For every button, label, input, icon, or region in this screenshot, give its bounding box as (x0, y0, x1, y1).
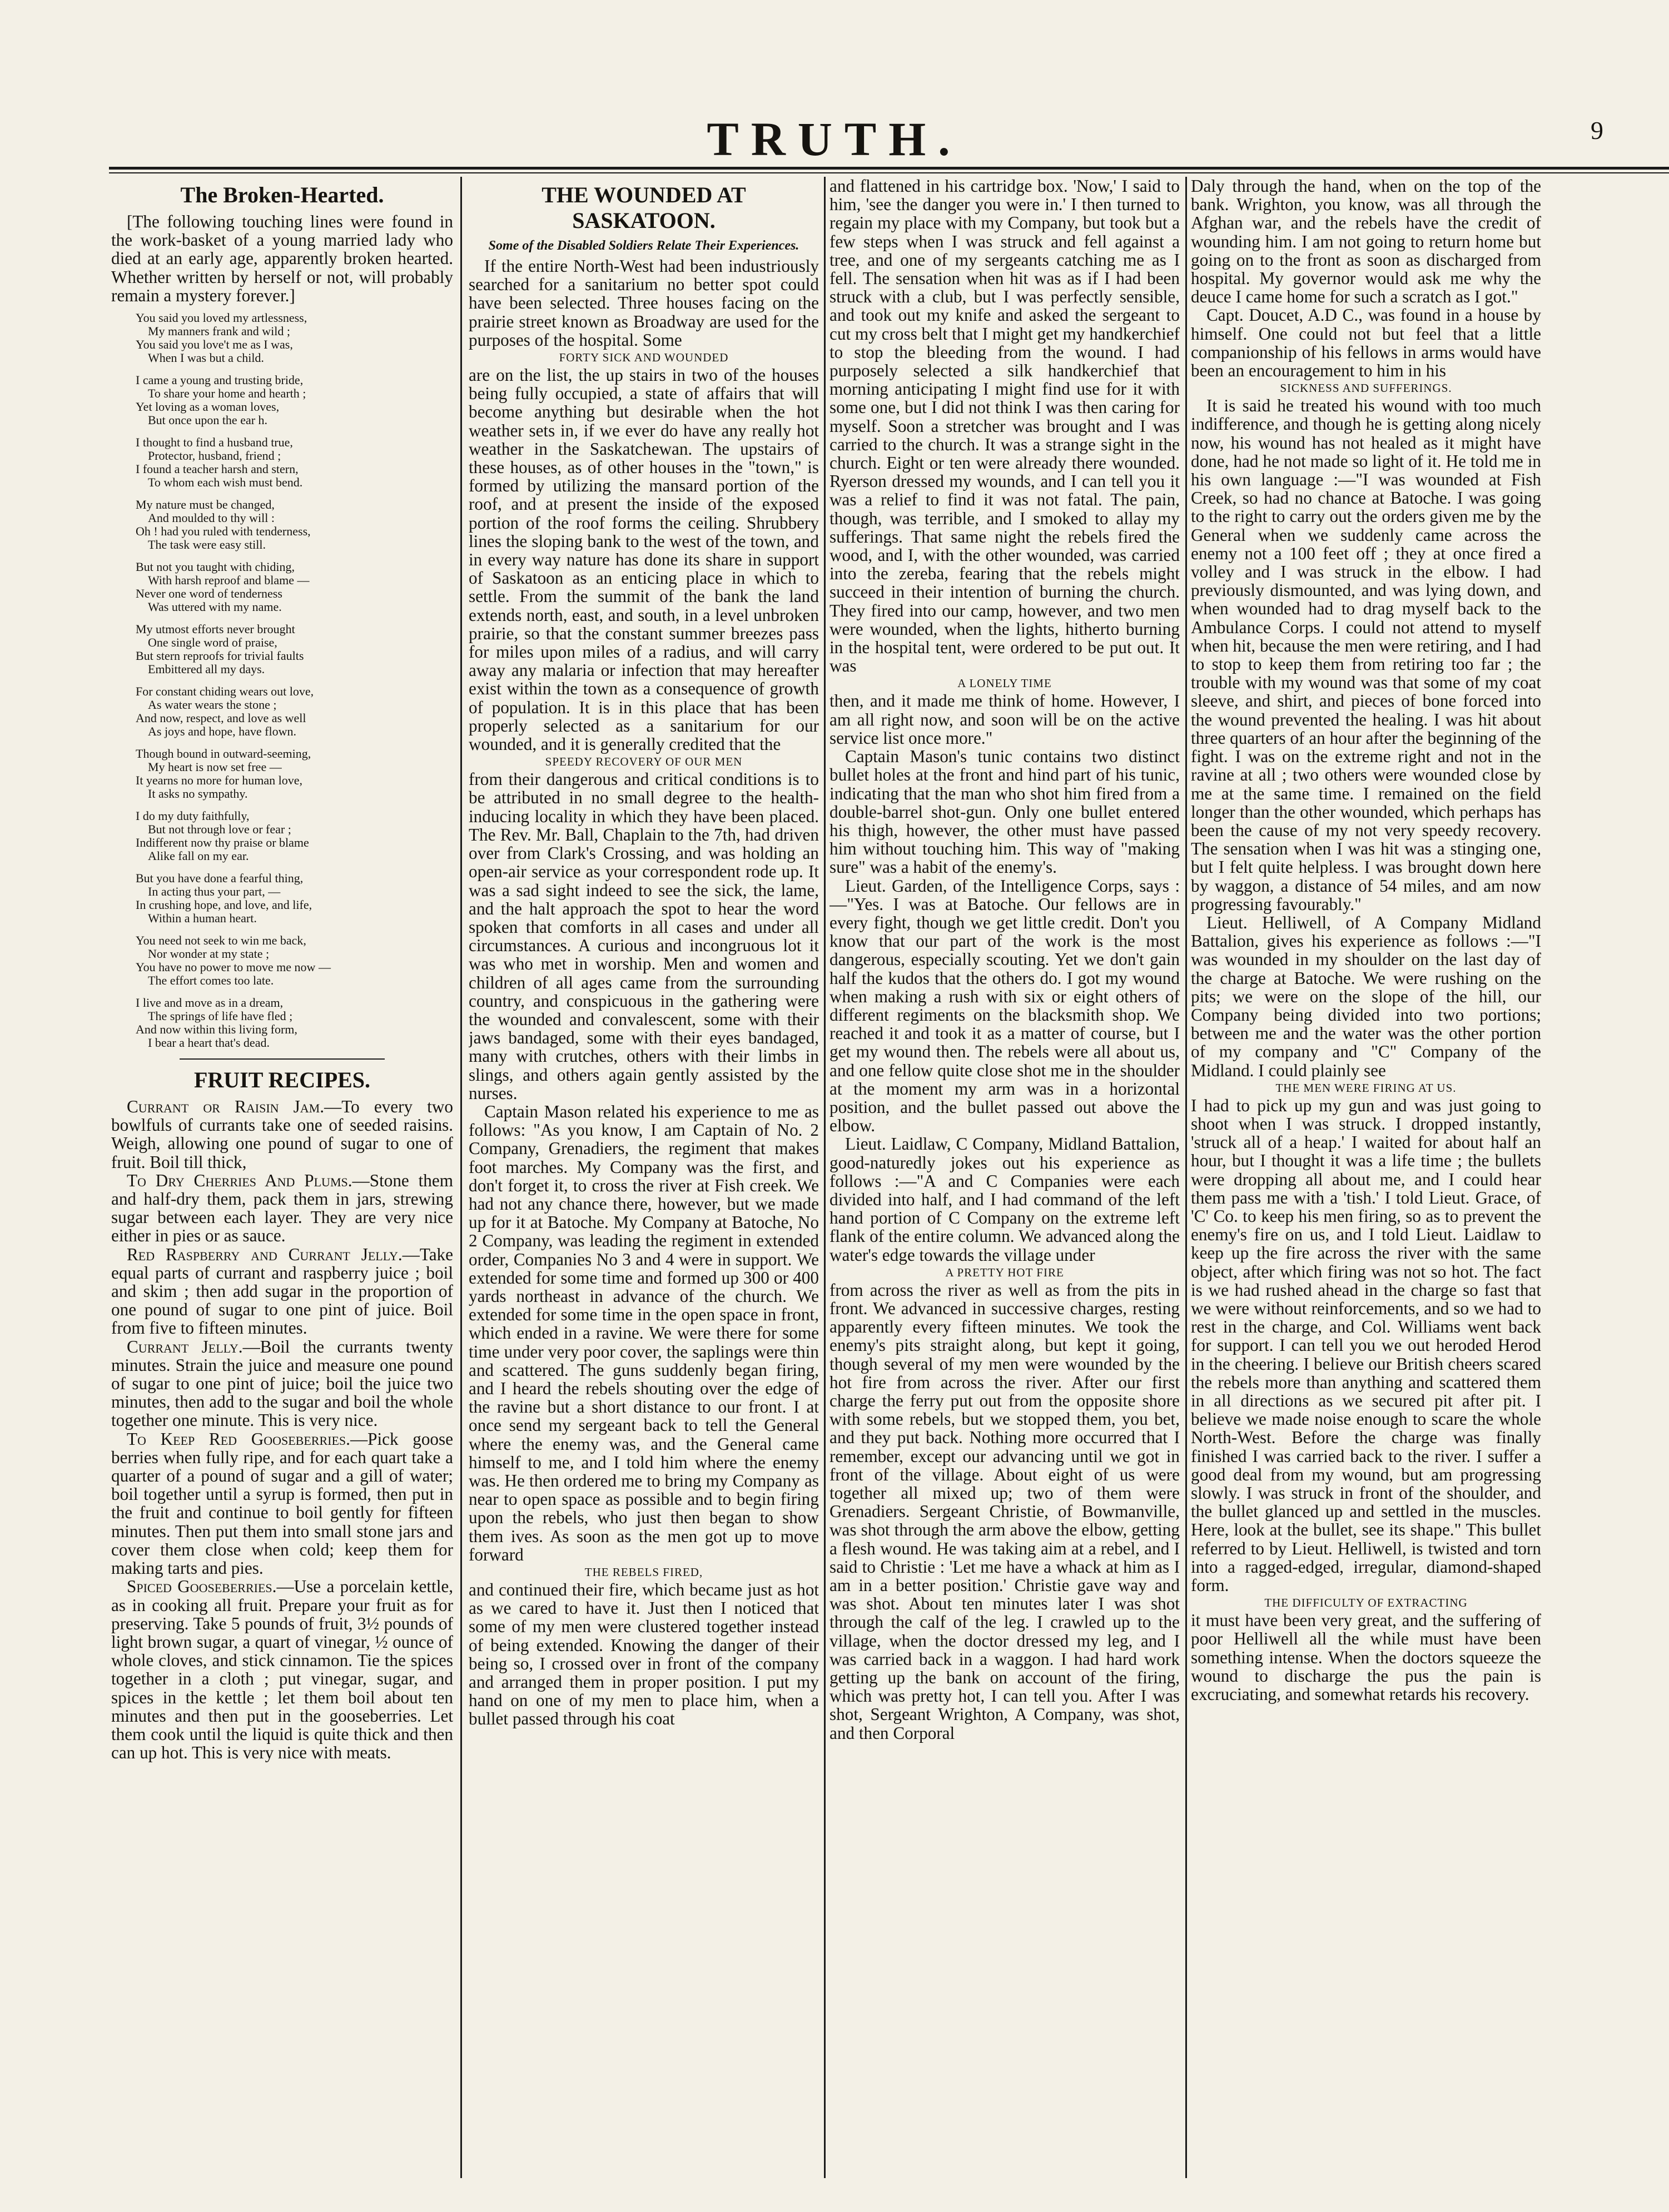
article-paragraph: from their dangerous and critical conditions is to be attributed in no small degree to the health-inducing locality in which they have been placed. The Rev. Mr. Ball, Chaplain to the 7th, had driven over from Clark's Crossing, and was holding an open-air service as your correspondent rode up. It was a sad sight indeed to see the sick, the lame, and the halt approach the spot to hear the word spoken that comforts in all cases and under all circumstances. A curious and incongruous lot it was who met in worship. Men and women and children of all ages came from the surrounding country, and conspicuous in the gathering were the wounded and convalescent, some with their jaws bandaged, some with their eyes bandaged, many with crutches, others with their limbs in slings, and others again gently assisted by the nurses. (469, 769, 819, 1103)
article-paragraph: it must have been very great, and the suffering of poor Helliwell all the while must have been something intense. When the doctors squeeze the wound to discharge the pus the pain is excruciating, and somewhat retards his recovery. (1191, 1610, 1541, 1704)
recipe-text: —Pick goose berries when fully ripe, and for each quart take a quarter of a pound of sugar and a gill of water; boil together until a syrup is formed, then put in the fruit and continue to boil gently for fifteen minutes. Then put them into small stone jars and cover them close when cold; keep them for making tarts and pies. (111, 1429, 453, 1578)
article-paragraph: then, and it made me think of home. However, I am all right now, and soon will be on the active service list once more." (829, 691, 1180, 748)
poem-line: Nor wonder at my state ; (148, 947, 270, 961)
recipe-text: —Boil the currants twenty minutes. Strain the juice and measure one pound of sugar to one pint of juice; boil the juice two minutes, then add to the sugar and boil the whole together one minute. This is very nice. (111, 1336, 453, 1430)
recipe-name: Red Raspberry and Currant Jelly. (127, 1244, 403, 1264)
recipe-name: To Keep Red Gooseberries. (127, 1429, 350, 1449)
recipe (111, 1430, 453, 1578)
column-rule (824, 177, 826, 2178)
column-1 (111, 177, 453, 2178)
header-rule (109, 167, 1669, 170)
poem-line: When I was but a child. (148, 351, 264, 365)
poem-line: Never one word of tenderness (136, 586, 282, 601)
poem-line: Embittered all my days. (148, 662, 265, 677)
article-paragraph: Capt. Doucet, A.D C., was found in a house by himself. One could not but feel that a little companionship of his fellows in arms would have been an encouragement to him in his (1191, 305, 1541, 381)
poem-stanza (136, 872, 453, 925)
poem-line: To share your home and hearth ; (148, 386, 306, 401)
article-paragraph: from across the river as well as from the pits in front. We advanced in successive charges, resting apparently every fifteen minutes. We took the enemy's pits straight along, but kept it going, though several of my men were wounded by the hot fire from across the river. After our first charge the ferry put out from the opposite shore with some rebels, but we stopped them, you bet, and they put back. Nothing more occurred that I remember, except our advancing until we got in front of the village. About eight of us were together all mixed up; two of them were Grenadiers. Sergeant Christie, of Bowmanville, was shot through the arm above the elbow, getting a flesh wound. He was taking aim at a rebel, and I said to Christie : 'Let me have a whack at him as I am in a better position.' Christie gave way and was shot. About ten minutes later I was shot through the calf of the leg. I crawled up to the village, when the doctor dressed my leg, and I was carried back in a waggon. I had hard work getting up the bank on account of the firing, which was pretty hot, I can tell you. After I was shot, Sergeant Wrighton, A Company, was shot, and then Corporal (829, 1280, 1180, 1743)
poem-line: Indifferent now thy praise or blame (136, 836, 309, 850)
poem-intro: [The following touching lines were found in the work-basket of a young married lady who died at an early age, apparently broken hearted. Whether written by herself or not, will probably remain a mystery forever.] (111, 212, 453, 305)
poem-stanza (136, 996, 453, 1050)
recipes-title: FRUIT RECIPES. (193, 1067, 371, 1093)
recipe-text: —Take equal parts of currant and raspberry juice ; boil and skim ; then add sugar in the proportion of one pound of sugar to one pint of juice. Boil from five to fifteen minutes. (111, 1244, 453, 1338)
article-paragraph: I had to pick up my gun and was just going to shoot when I was struck. I dropped instantly, 'struck all of a heap.' I waited for about half an hour, but I thought it was a life time ; the bullets were dropping all about me, and I could hear them pass me with a 'tish.' I told Lieut. Grace, of 'C' Co. to keep his men firing, so as to prevent the enemy's fire on us, and I told Lieut. Laidlaw to keep up the fire across the river with the same object, after which firing was not so hot. The fact is we had rushed ahead in the charge so fast that we were without reinforcements, and so we had to rest in the charge, and Col. Williams went back for support. I can tell you we out heroded Herod in the cheering. I believe our British cheers scared the rebels more than anything and scattered them in all directions as we secured pit after pit. I believe we made noise enough to scare the whole North-West. Before the charge was finally finished I was carried back to the river. I suffer a good deal from my wound, but am progressing slowly. I was struck in front of the shoulder, and the bullet glanced up and settled in the muscles. Here, look at the bullet, see its shape." This bullet referred to by Lieut. Helliwell, is twisted and torn into a ragged-edged, irregular, diamond-shaped form. (1191, 1095, 1541, 1595)
article-paragraph: and flattened in his cartridge box. 'Now,' I said to him, 'see the danger you were in.' I then turned to regain my place with my Company, but took but a few steps when I was struck and fell against a tree, and one of my sergeants catching me as I fell. The sensation when hit was as if I had been struck with a club, but I was perfectly sensible, and took out my knife and asked the sergeant to cut my cross belt that I might get my handkerchief to stop the bleeding from the wound. I had purposely selected a silk handkerchief that morning anticipating I might find use for it with some one, but I did not think I was then caring for myself. Soon a stretcher was brought and I was carried to the church. It was a strange sight in the church. Eight or ten were already there wounded. Ryerson dressed my wounds, and I can tell you it was a relief to find it was not fatal. The pain, though, was terrible, and I smoked to allay my sufferings. That same night the rebels fired the wood, and I, with the other wounded, was carried into the zereba, fearing that the rebels might succeed in their intention of burning the church. They fired into our camp, however, and two men were wounded, when the lights, hitherto burning in the hospital tent, were ordered to be put out. It was (829, 177, 1180, 676)
poem-stanza (136, 436, 453, 489)
poem-title: The Broken-Hearted. (180, 182, 384, 207)
poem-line: But you have done a fearful thing, (136, 871, 304, 886)
poem-stanza (136, 934, 453, 987)
recipes-list (111, 1097, 453, 1762)
poem-line: Yet loving as a woman loves, (136, 400, 280, 414)
poem-line: And moulded to thy will : (148, 511, 275, 525)
poem-line: But stern reproofs for trivial faults (136, 649, 304, 663)
poem-line: Oh ! had you ruled with tenderness, (136, 524, 311, 539)
column-rule (460, 177, 462, 2178)
recipe-text: —Stone them and half-dry them, pack them in jars, strewing sugar between each layer. They are very nice either in pies or as sauce. (111, 1170, 453, 1246)
article-paragraph: Captain Mason related his experience to me as follows: "As you know, I am Captain of No. 2 Company, Grenadiers, the regiment that makes foot marches. My Company was the first, and don't forget it, to cross the river at Fish creek. We had not any chance there, however, but we made up for it at Batoche. My Company at Batoche, No 2 Company, was leading the regiment in extended order, Companies No 3 and 4 were in support. We extended for some time and formed up 300 or 400 yards northeast in advance of the church. We extended for some time in the open space in front, which ended in a ravine. We were there for some time under very poor cover, the saplings were thin and scattered. The guns suddenly began firing, and I heard the rebels shouting over the edge of the ravine but a short distance to our front. I at once send my sergeant back to tell the General where the enemy was, and the General came himself to me, and I told him where the enemy was. He then ordered me to bring my Company as near to open space as possible and to begin firing upon the rebels, who just then began to show them ives. As soon as the men got up to move forward (469, 1101, 819, 1564)
recipe (111, 1577, 453, 1762)
poem-line: As joys and hope, have flown. (148, 724, 297, 739)
recipe-name: Currant Jelly. (127, 1336, 243, 1356)
section-heading: A PRETTY HOT FIRE (945, 1265, 1064, 1279)
section-heading: A LONELY TIME (957, 677, 1052, 690)
recipe (111, 1245, 453, 1338)
poem-stanza (136, 311, 453, 365)
article-paragraph: Lieut. Helliwell, of A Company Midland Battalion, gives his experience as follows :—"I was wounded in my shoulder on the last day of the charge at Batoche. We were rushing on the pits; we were on the slope of the hill, our Company being divided into two portions; between me and the water was the other portion of my company and "C" Company of the Midland. I could plainly see (1191, 912, 1541, 1080)
recipe-name: To Dry Cherries And Plums. (127, 1170, 352, 1190)
section-heading: THE REBELS FIRED, (584, 1565, 703, 1579)
section-heading: SICKNESS AND SUFFERINGS. (1280, 381, 1452, 395)
article-paragraph: and continued their fire, which became just as hot as we cared to have it. Just then I noticed that some of my men were clustered together instead of being extended. Knowing the danger of their being so, I crossed over in front of the company and arranged them in proper position. I put my hand on one of my men to place him, when a bullet passed through his coat (469, 1580, 819, 1729)
poem-line: I found a teacher harsh and stern, (136, 462, 299, 476)
poem-line: In acting thus your part, — (148, 884, 281, 899)
poem-verses (136, 311, 453, 1050)
article-paragraph: are on the list, the up stairs in two of the houses being fully occupied, a state of affairs that will become anything but desirable when the hot weather sets in, if we ever do have any really hot weather in the Saskatchewan. The upstairs of these houses, as of other houses in the "town," is formed by utilizing the mansard portion of the roof, and at present the inside of the exposed portion of the roof forms the ceiling. Shrubbery lines the sloping bank to the west of the town, and in every way nature has done its share in support of Saskatoon as an enticing place in which to settle. From the summit of the bank the land extends north, east, and south, in a level unbroken prairie, so that the constant summer breezes pass for miles upon miles of a radius, and will carry away any malaria or infection that may hereafter exist within the town as a consequence of growth of population. It is in this place that has been properly selected as a sanitarium for our wounded, and it is generally credited that the (469, 365, 819, 754)
poem-stanza (136, 374, 453, 427)
poem-line: And now within this living form, (136, 1022, 297, 1037)
poem-line: It yearns no more for human love, (136, 773, 302, 788)
recipe-name: Spiced Gooseberries. (127, 1577, 277, 1597)
poem-line: But not you taught with chiding, (136, 560, 295, 574)
poem-line: I came a young and trusting bride, (136, 373, 304, 387)
poem-line: You have no power to move me now — (136, 960, 331, 975)
column-2 (469, 177, 819, 2178)
section-heading: FORTY SICK AND WOUNDED (559, 351, 729, 365)
recipe-text: —To every two bowlfuls of currants take one of seeded raisins. Weigh, allowing one pound of sugar to one of fruit. Boil till thick, (111, 1097, 453, 1172)
poem-stanza (136, 498, 453, 551)
poem-line: As water wears the stone ; (148, 698, 277, 712)
poem-line: My manners frank and wild ; (148, 324, 290, 339)
poem-line: But not through love or fear ; (148, 822, 291, 837)
poem-line: I bear a heart that's dead. (148, 1036, 270, 1050)
recipe-name: Currant or Raisin Jam. (127, 1097, 325, 1117)
poem-line: You said you loved my artlessness, (136, 311, 307, 325)
poem-line: With harsh reproof and blame — (148, 573, 310, 588)
poem-line: Though bound in outward-seeming, (136, 747, 311, 761)
poem-line: I thought to find a husband true, (136, 435, 293, 450)
poem-line: The task were easy still. (148, 538, 266, 552)
poem-line: My utmost efforts never brought (136, 622, 295, 637)
poem-line: Within a human heart. (148, 911, 257, 926)
poem-line: The effort comes too late. (148, 973, 274, 988)
article-subtitle: Some of the Disabled Soldiers Relate Their Experiences. (488, 238, 799, 253)
recipe (111, 1097, 453, 1171)
article-paragraph: Lieut. Garden, of the Intelligence Corps, says :—"Yes. I was at Batoche. Our fellows are in every fight, though we get little credit. Don't you know that our part of the work is the most dangerous, especially scouting. Yet we don't gain half the kudos that the others do. I got my wound when making a rush with six or eight others of different regiments on the blacksmith shop. We reached it and took it as a matter of course, but I get my wound then. The rebels were all about us, and one fellow quite close shot me in the shoulder at the moment my arm was in a horizontal position, and the bullet passed out above the elbow. (829, 876, 1180, 1136)
poem-line: To whom each wish must bend. (148, 475, 303, 490)
column-4 (1191, 177, 1541, 2178)
section-heading: THE MEN WERE FIRING AT US. (1275, 1081, 1457, 1095)
poem-line: One single word of praise, (148, 635, 277, 650)
poem-line: You said you love't me as I was, (136, 337, 293, 352)
poem-line: I live and move as in a dream, (136, 996, 284, 1010)
poem-stanza (136, 685, 453, 738)
page-number: 9 (1591, 116, 1603, 145)
poem-line: Protector, husband, friend ; (148, 449, 281, 463)
recipe-text: —Use a porcelain kettle, as in cooking all fruit. Prepare your fruit as for preserving. Take 5 pounds of fruit, 3½ pounds of light brown sugar, a quart of vinegar, ½ ounce of whole cloves, and stick cinnamon. Tie the spices together in a cloth ; put vinegar, sugar, and spices in the kettle ; let them boil about ten minutes and then put in the gooseberries. Let them cook until the liquid is quite thick and then can up hot. This is very nice with meats. (111, 1577, 453, 1763)
poem-line: In crushing hope, and love, and life, (136, 898, 312, 912)
poem-stanza (136, 560, 453, 614)
section-divider (180, 1058, 385, 1060)
article-paragraph: Daly through the hand, when on the top of the bank. Wrighton, you know, was all through the Afghan war, and the rebels have the credit of wounding him. I am not going to return home but going on to the front as soon as discharged from hospital. My governor would ask me why the deuce I came home for such a scratch as I got." (1191, 177, 1541, 307)
article-title: THE WOUNDED AT SASKATOON. (542, 182, 746, 233)
poem-line: But once upon the ear h. (148, 413, 268, 428)
poem-line: Alike fall on my ear. (148, 849, 249, 863)
poem-line: I do my duty faithfully, (136, 809, 250, 823)
poem-line: Was uttered with my name. (148, 600, 282, 614)
article-paragraph: If the entire North-West had been industriously searched for a sanitarium no better spot could have been selected. Three houses facing on the prairie street known as Broadway are used for the purposes of the hospital. Some (469, 256, 819, 350)
poem-stanza (136, 809, 453, 863)
article-paragraph: It is said he treated his wound with too much indifference, and though he is getting along nicely now, his wound has not healed as it might have done, had he not made so light of it. He told me in his own language :—"I was wounded at Fish Creek, so had no chance at Batoche. I was going to the right to carry out the orders given me by the General when we suddenly came across the enemy not a 100 feet off ; they at once fired a volley and I was struck in the elbow. I had previously dismounted, and was lying down, and when wounded had to drag myself back to the Ambulance Corps. I could not attend to myself when hit, because the men were retiring, and I had to stop to keep them from retiring too far ; the trouble with my wound was that some of my coat sleeve, and shirt, and pieces of bone forced into the wound prevented the healing. I was hit about three quarters of an hour after the beginning of the fight. I was on the extreme right and not in the ravine at all ; two others were wounded close by me at the same time. I remained on the field longer than the other wounded, which perhaps has been the cause of my not very speedy recovery. The sensation when I was hit was a stinging one, but I felt quite helpless. I was brought down here by waggon, a distance of 54 miles, and am now progressing favourably." (1191, 396, 1541, 914)
article-paragraph: Captain Mason's tunic contains two distinct bullet holes at the front and hind part of his tunic, indicating that the man who shot him fired from a double-barrel shot-gun. Only one bullet entered his thigh, however, the other must have passed him without touching him. This way of "making sure" was a habit of the enemy's. (829, 747, 1180, 877)
article-paragraph: Lieut. Laidlaw, C Company, Midland Battalion, good-naturedly jokes out his experience as follows :—"A and C Companies were each divided into half, and I had command of the left hand portion of C Company on the extreme left flank of the entire column. We advanced along the water's edge towards the village under (829, 1134, 1180, 1265)
recipe (111, 1171, 453, 1245)
poem-stanza (136, 623, 453, 676)
poem-line: For constant chiding wears out love, (136, 684, 314, 699)
poem-line: My nature must be changed, (136, 498, 275, 512)
masthead: TRUTH. (707, 112, 962, 166)
poem-line: And now, respect, and love as well (136, 711, 306, 725)
poem-line: You need not seek to win me back, (136, 933, 306, 948)
section-heading: SPEEDY RECOVERY OF OUR MEN (545, 755, 743, 769)
section-heading: THE DIFFICULTY OF EXTRACTING (1264, 1596, 1468, 1610)
poem-stanza (136, 747, 453, 801)
poem-line: My heart is now set free — (148, 760, 282, 774)
header-rule-thin (109, 172, 1669, 173)
poem-line: It asks no sympathy. (148, 787, 248, 801)
column-3 (829, 177, 1180, 2178)
poem-line: The springs of life have fled ; (148, 1009, 293, 1023)
column-rule (1185, 177, 1187, 2178)
recipe (111, 1338, 453, 1430)
